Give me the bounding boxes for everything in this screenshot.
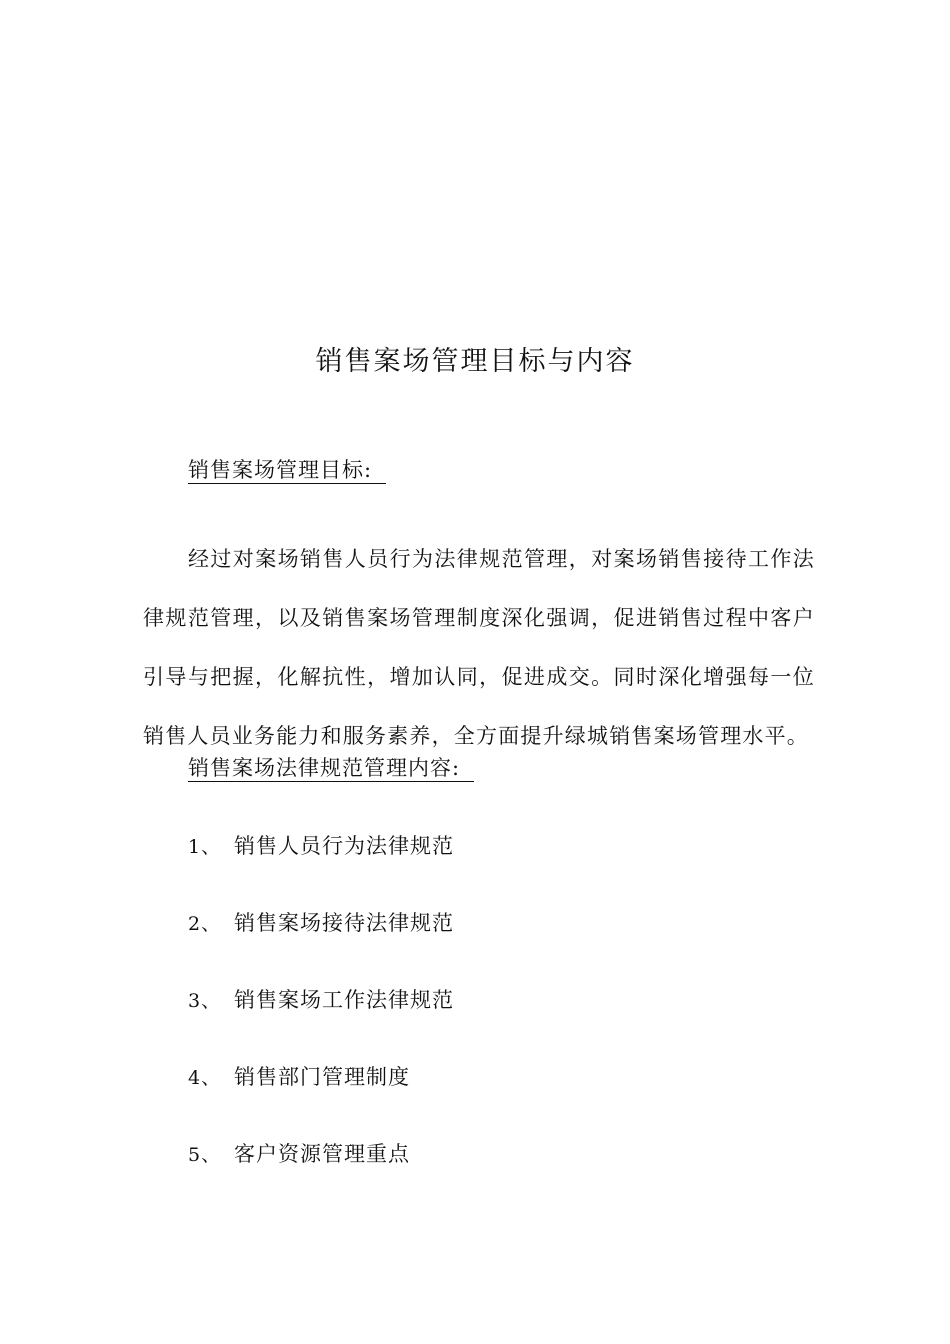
list-item-text: 客户资源管理重点 xyxy=(234,1142,410,1166)
list-item-number: 3、 xyxy=(188,990,222,1012)
list-item-text: 销售案场接待法律规范 xyxy=(234,911,454,935)
list-item-number: 2、 xyxy=(188,913,222,935)
list-item xyxy=(188,1057,454,1134)
section-heading-contents xyxy=(188,753,474,783)
list-item-number: 5、 xyxy=(188,1144,222,1166)
list-item-text: 销售案场工作法律规范 xyxy=(234,988,454,1012)
section-heading-goals-text: 销售案场管理目标: xyxy=(188,458,386,484)
list-item xyxy=(188,826,454,903)
page-title: 销售案场管理目标与内容 xyxy=(315,346,635,377)
goals-paragraph: 经过对案场销售人员行为法律规范管理，对案场销售接待工作法律规范管理，以及销售案场管理制度深化强调，促进销售过程中客户引导与把握，化解抗性，增加认同，促进成交。同时深化增强每一位销售人员业务能力和服务素养，全方面提升绿城销售案场管理水平。 xyxy=(143,547,815,748)
section-heading-contents-text: 销售案场法律规范管理内容: xyxy=(188,756,474,782)
list-item-number: 4、 xyxy=(188,1067,222,1089)
list-item-text: 销售部门管理制度 xyxy=(234,1065,410,1089)
list-item xyxy=(188,980,454,1057)
list-item-text: 销售人员行为法律规范 xyxy=(234,834,454,858)
section-heading-goals xyxy=(188,455,386,485)
list-item xyxy=(188,903,454,980)
contents-list xyxy=(188,826,454,1211)
list-item-number: 1、 xyxy=(188,836,222,858)
list-item xyxy=(188,1134,454,1211)
